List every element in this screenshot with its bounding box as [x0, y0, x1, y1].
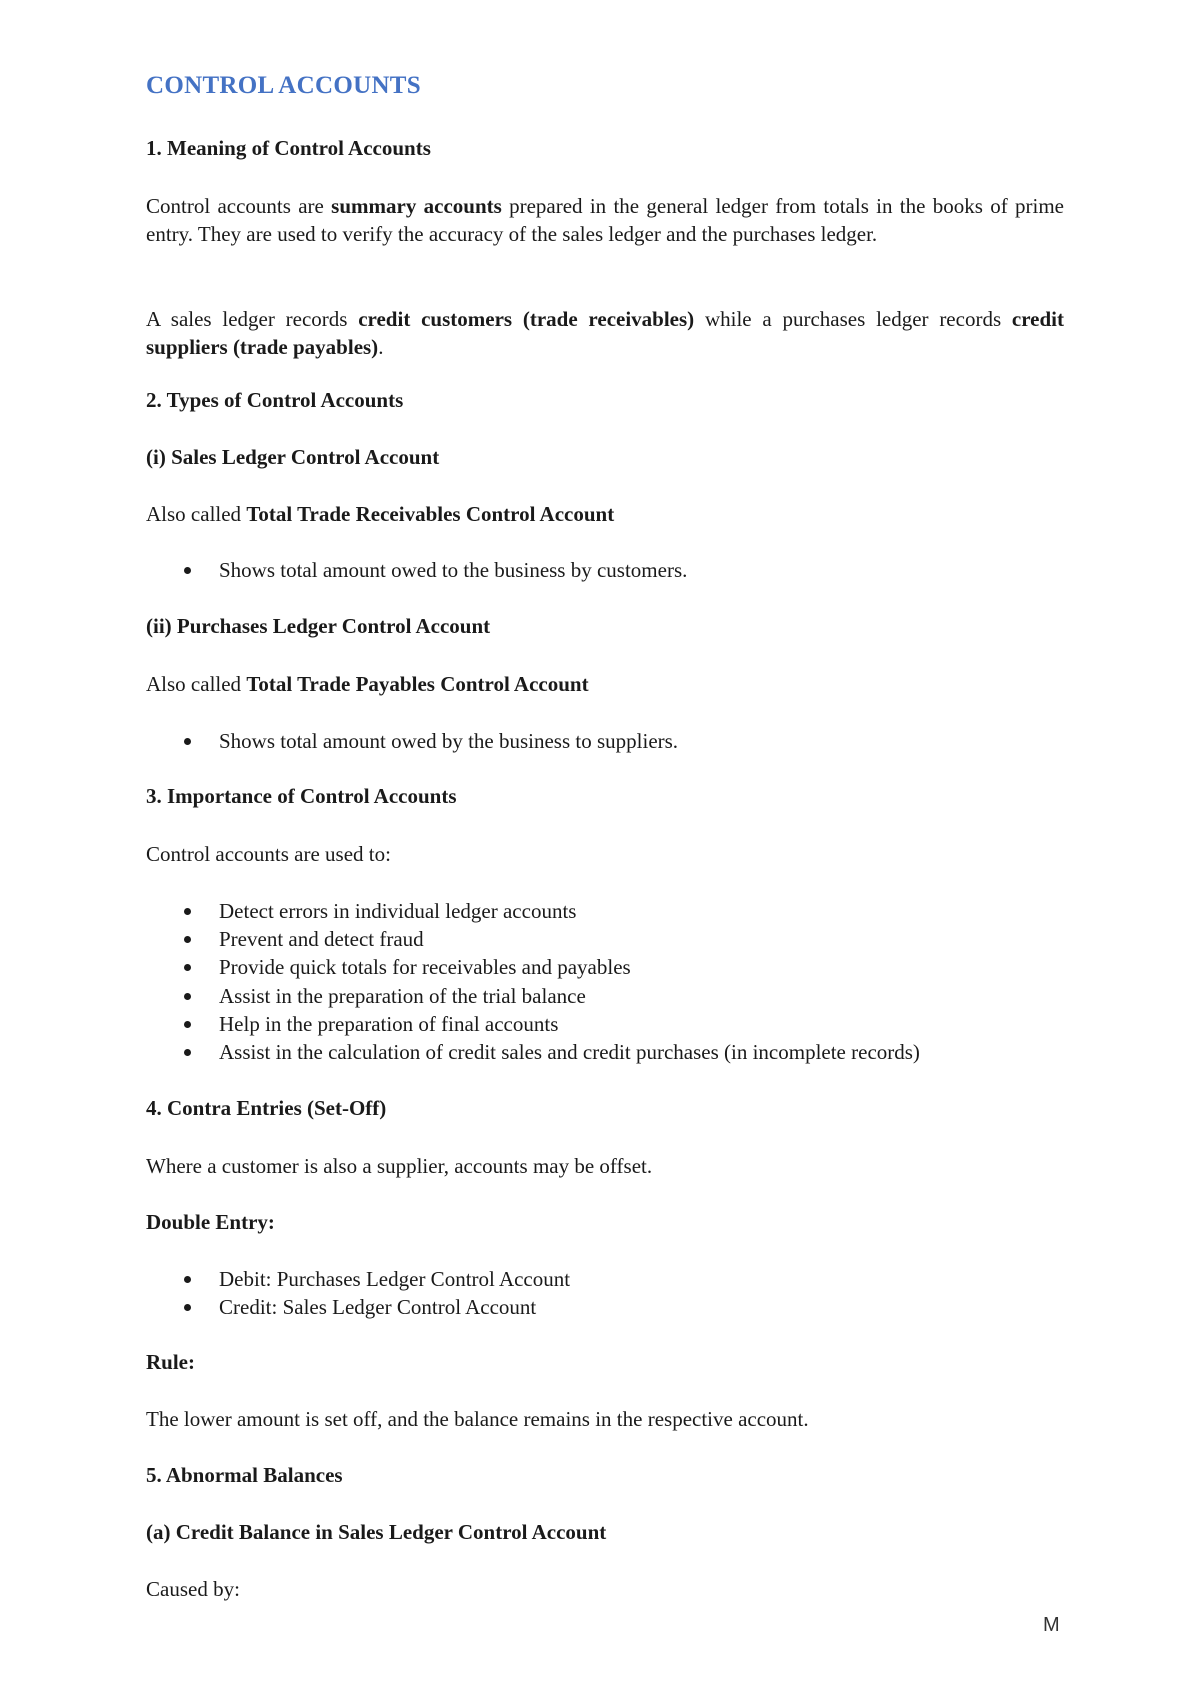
list-item-text: Shows total amount owed to the business by customers.	[219, 558, 688, 582]
bold-term: credit customers (trade receivables)	[358, 307, 695, 331]
bullet-icon	[184, 964, 191, 971]
rule-text: The lower amount is set off, and the balance remains in the respective account.	[146, 1407, 809, 1431]
list-item	[146, 727, 678, 755]
list-item-text: Help in the preparation of final accounts	[219, 1011, 559, 1036]
list-item	[146, 1010, 920, 1038]
bold-term: Total Trade Receivables Control Account	[246, 502, 615, 526]
bullet-icon	[184, 1304, 191, 1311]
text-run: Control accounts are	[146, 194, 332, 218]
bullet-icon	[184, 738, 191, 745]
section-4-intro: Where a customer is also a supplier, accounts may be offset.	[146, 1154, 653, 1178]
list-item-text: Shows total amount owed by the business to suppliers.	[219, 729, 679, 753]
section-4-heading: 4. Contra Entries (Set-Off)	[146, 1096, 387, 1120]
subsection-i-heading: (i) Sales Ledger Control Account	[146, 445, 440, 469]
text-run: .	[378, 335, 384, 359]
text-run: prepared in the general ledger from totals in the books of prime entry. They are used to verify the accuracy of the sales ledger and the purchases ledger.	[146, 194, 1065, 246]
bullet-icon	[184, 567, 191, 574]
bullet-icon	[184, 993, 191, 1000]
list-item	[146, 953, 920, 981]
section-3-heading: 3. Importance of Control Accounts	[146, 784, 457, 808]
list-item	[146, 897, 920, 925]
list-item-text: Prevent and detect fraud	[219, 927, 424, 952]
subsection-ii-bullets	[146, 727, 678, 755]
text-run: while a purchases ledger records	[694, 307, 1012, 331]
list-item-text: Credit: Sales Ledger Control Account	[219, 1295, 537, 1320]
section-1-paragraph-2	[146, 305, 1064, 361]
list-item	[146, 1293, 570, 1321]
list-item-text: Assist in the calculation of credit sales and credit purchases (in incomplete records)	[219, 1039, 920, 1064]
document-title: CONTROL ACCOUNTS	[146, 72, 421, 99]
bold-term: credit suppliers (trade payables)	[146, 307, 1064, 359]
caused-by-text: Caused by:	[146, 1577, 240, 1601]
list-item	[146, 1265, 570, 1293]
section-1-paragraph-1	[146, 192, 1064, 248]
section-3-bullets	[146, 897, 920, 1066]
text-run: A sales ledger records	[146, 307, 359, 331]
list-item	[146, 556, 687, 584]
double-entry-bullets	[146, 1265, 570, 1321]
list-item-text: Assist in the preparation of the trial balance	[219, 983, 586, 1008]
bullet-icon	[184, 1049, 191, 1056]
text-run: Also called	[146, 502, 247, 526]
section-3-intro: Control accounts are used to:	[146, 842, 391, 866]
subsection-ii-heading: (ii) Purchases Ledger Control Account	[146, 614, 491, 638]
list-item-text: Detect errors in individual ledger accounts	[219, 899, 577, 923]
list-item-text: Provide quick totals for receivables and payables	[219, 955, 631, 980]
subsection-a-heading: (a) Credit Balance in Sales Ledger Control Account	[146, 1520, 607, 1544]
section-1-heading: 1. Meaning of Control Accounts	[146, 136, 431, 160]
subsection-i-also-called	[146, 500, 614, 528]
list-item-text: Debit: Purchases Ledger Control Account	[219, 1267, 571, 1291]
footer-mark: M	[1043, 1614, 1060, 1636]
bold-term: Total Trade Payables Control Account	[246, 672, 589, 696]
rule-label: Rule:	[146, 1350, 195, 1374]
list-item	[146, 1038, 920, 1066]
bullet-icon	[184, 908, 191, 915]
list-item	[146, 925, 920, 953]
text-run: Also called	[146, 672, 247, 696]
section-2-heading: 2. Types of Control Accounts	[146, 388, 404, 412]
bullet-icon	[184, 1021, 191, 1028]
subsection-ii-also-called	[146, 670, 589, 698]
list-item	[146, 982, 920, 1010]
bullet-icon	[184, 1276, 191, 1283]
subsection-i-bullets	[146, 556, 687, 584]
section-5-heading: 5. Abnormal Balances	[146, 1463, 343, 1487]
bullet-icon	[184, 936, 191, 943]
bold-term: summary accounts	[331, 194, 502, 218]
double-entry-label: Double Entry:	[146, 1210, 275, 1234]
